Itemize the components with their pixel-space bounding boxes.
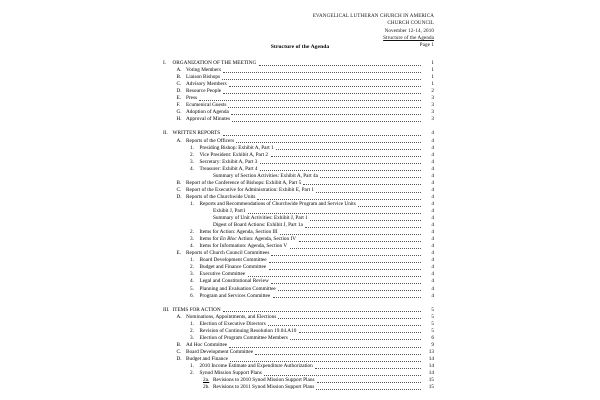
toc-entry-marker: B. bbox=[176, 341, 182, 348]
toc-entry-page: 3 bbox=[431, 95, 434, 102]
toc-entry-marker: D. bbox=[176, 193, 182, 200]
toc-entry[interactable] bbox=[0, 187, 600, 194]
toc-entry-page: 4 bbox=[431, 250, 434, 257]
toc-dot-leader bbox=[299, 332, 422, 333]
toc-dot-leader bbox=[317, 382, 422, 383]
toc-entry-marker: H. bbox=[176, 116, 182, 123]
toc-entry-label: Presiding Bishop: Exhibit A, Part 1 bbox=[199, 144, 274, 151]
toc-dot-leader bbox=[229, 347, 422, 348]
toc-entry-page: 5 bbox=[431, 327, 434, 334]
toc-entry[interactable] bbox=[0, 314, 600, 321]
header-date: November 12-14, 2010 bbox=[384, 27, 434, 34]
toc-entry[interactable] bbox=[0, 349, 600, 356]
toc-entry-label: Secretary: Exhibit A, Part 3 bbox=[199, 158, 258, 165]
toc-dot-leader bbox=[269, 262, 422, 263]
toc-entry[interactable] bbox=[0, 222, 600, 229]
toc-entry-label: Ad Hoc Committee bbox=[186, 341, 228, 348]
toc-entry-page: 4 bbox=[431, 193, 434, 200]
toc-entry-marker: 3. bbox=[190, 271, 194, 278]
toc-entry-page: 3 bbox=[431, 109, 434, 116]
toc-entry-label: ORGANIZATION OF THE MEETING bbox=[172, 60, 257, 66]
toc-entry-label: Press bbox=[186, 95, 198, 102]
toc-entry-marker: B. bbox=[176, 74, 182, 81]
toc-entry-page: 4 bbox=[431, 207, 434, 214]
toc-dot-leader bbox=[222, 79, 422, 80]
toc-entry-page: 14 bbox=[428, 370, 434, 377]
toc-entry[interactable] bbox=[0, 159, 600, 166]
toc-dot-leader bbox=[268, 325, 422, 326]
toc-dot-leader bbox=[199, 100, 422, 101]
toc-entry-page: 4 bbox=[431, 144, 434, 151]
toc-entry[interactable] bbox=[0, 278, 600, 285]
toc-entry[interactable] bbox=[0, 173, 600, 180]
header-document-name: Structure of the Agenda bbox=[383, 34, 434, 41]
toc-entry-label: Report of the Executive for Administration: Exhibit E, Part 1 bbox=[186, 186, 315, 193]
toc-dot-leader bbox=[229, 86, 422, 87]
toc-entry-page: 4 bbox=[431, 186, 434, 193]
toc-entry[interactable] bbox=[0, 194, 600, 201]
toc-entry-marker: 2. bbox=[190, 151, 194, 158]
toc-dot-leader bbox=[271, 156, 422, 157]
toc-dot-leader bbox=[290, 248, 422, 249]
toc-entry[interactable] bbox=[0, 152, 600, 159]
toc-dot-leader bbox=[271, 255, 422, 256]
toc-dot-leader bbox=[278, 318, 422, 319]
toc-entry-marker: A. bbox=[176, 313, 182, 320]
toc-entry-marker: A. bbox=[176, 67, 182, 74]
toc-spacer bbox=[0, 123, 600, 130]
toc-dot-leader bbox=[223, 311, 422, 312]
toc-entry-label: Approval of Minutes bbox=[186, 116, 231, 123]
toc-entry[interactable] bbox=[0, 236, 600, 243]
toc-dot-leader bbox=[305, 227, 422, 228]
toc-entry[interactable] bbox=[0, 264, 600, 271]
toc-entry-page: 4 bbox=[431, 278, 434, 285]
toc-dot-leader bbox=[228, 107, 422, 108]
toc-entry-marker: G. bbox=[176, 109, 182, 116]
toc-dot-leader bbox=[273, 297, 422, 298]
toc-entry[interactable] bbox=[0, 342, 600, 349]
toc-entry[interactable] bbox=[0, 229, 600, 236]
header-page-number: Page 1 bbox=[419, 42, 434, 49]
toc-entry[interactable] bbox=[0, 81, 600, 88]
toc-entry[interactable] bbox=[0, 250, 600, 257]
toc-entry-marker: 1. bbox=[190, 144, 194, 151]
toc-entry-label: Legal and Constitutional Review bbox=[199, 278, 269, 285]
toc-entry[interactable] bbox=[0, 208, 600, 215]
toc-dot-leader bbox=[264, 375, 422, 376]
table-of-contents bbox=[0, 60, 600, 391]
toc-entry-label: Reports and Recommendations of Churchwide Program and Service Units bbox=[199, 200, 356, 207]
toc-entry-marker: E. bbox=[176, 250, 182, 257]
toc-entry[interactable] bbox=[0, 335, 600, 342]
header-organization: EVANGELICAL LUTHERAN CHURCH IN AMERICA bbox=[312, 13, 434, 19]
toc-entry-marker: C. bbox=[176, 348, 182, 355]
toc-entry[interactable] bbox=[0, 67, 600, 74]
toc-entry-label: 2010 Income Estimate and Expenditure Authorization bbox=[199, 363, 313, 370]
toc-dot-leader bbox=[280, 234, 422, 235]
toc-entry[interactable] bbox=[0, 109, 600, 116]
toc-entry[interactable] bbox=[0, 257, 600, 264]
toc-entry-label: Exhibit J, Part1 bbox=[213, 207, 246, 214]
toc-entry-page: 4 bbox=[431, 137, 434, 144]
header-body: CHURCH COUNCIL bbox=[387, 20, 434, 27]
toc-entry-label: Nominations, Appointments, and Elections bbox=[186, 313, 277, 320]
toc-entry-label: Election of Executive Directors bbox=[199, 320, 266, 327]
toc-entry[interactable] bbox=[0, 286, 600, 293]
toc-entry-page: 4 bbox=[431, 271, 434, 278]
toc-dot-leader bbox=[223, 93, 422, 94]
toc-entry-marker: II. bbox=[163, 130, 168, 137]
toc-entry-page: 4 bbox=[431, 151, 434, 158]
toc-entry-page: 14 bbox=[428, 355, 434, 362]
toc-entry-page: 5 bbox=[431, 320, 434, 327]
toc-entry-page: 4 bbox=[431, 257, 434, 264]
toc-entry-label: Reports of the Churchwide Units bbox=[186, 193, 256, 200]
toc-dot-leader bbox=[278, 290, 422, 291]
toc-entry-label: Budget and Finance Committee bbox=[199, 264, 267, 271]
toc-entry-marker: III. bbox=[163, 306, 170, 313]
toc-dot-leader bbox=[260, 163, 422, 164]
toc-entry-label: Revision of Continuing Resolution 19.04.A10 bbox=[199, 327, 297, 334]
toc-entry-page: 4 bbox=[431, 179, 434, 186]
toc-dot-leader bbox=[316, 192, 422, 193]
toc-dot-leader bbox=[299, 241, 422, 242]
toc-entry-label: Summary of Unit Activities: Exhibit J, Part 1 bbox=[213, 215, 308, 222]
toc-dot-leader bbox=[271, 283, 422, 284]
toc-entry-label: Budget and Finance bbox=[186, 355, 228, 362]
toc-entry-marker: 3. bbox=[190, 236, 194, 243]
toc-entry-marker: D. bbox=[176, 88, 182, 95]
toc-entry-marker: 2a. bbox=[203, 377, 210, 384]
toc-dot-leader bbox=[257, 199, 422, 200]
toc-entry-marker: D. bbox=[176, 355, 182, 362]
toc-entry-page: 1 bbox=[431, 67, 434, 74]
toc-entry-page: 6 bbox=[431, 334, 434, 341]
toc-entry-page: 4 bbox=[431, 172, 434, 179]
toc-entry-page: 4 bbox=[431, 285, 434, 292]
toc-entry-label: Reports of Church Council Committees bbox=[186, 250, 270, 257]
toc-entry-marker: 2. bbox=[190, 327, 194, 334]
toc-dot-leader bbox=[259, 65, 422, 66]
toc-entry[interactable] bbox=[0, 180, 600, 187]
toc-dot-leader bbox=[230, 361, 422, 362]
toc-entry-label: Revisions to 2011 Synod Mission Support Plans bbox=[213, 384, 315, 391]
toc-entry-marker: 1. bbox=[190, 363, 194, 370]
toc-dot-leader bbox=[320, 177, 422, 178]
toc-entry-label: Items for En Bloc Action: Agenda, Section IV bbox=[199, 236, 297, 243]
toc-entry-marker: 4. bbox=[190, 278, 194, 285]
toc-entry[interactable] bbox=[0, 271, 600, 278]
toc-entry-label: Board Development Committee bbox=[186, 348, 254, 355]
toc-entry-page: 4 bbox=[431, 158, 434, 165]
toc-entry-marker: 6. bbox=[190, 292, 194, 299]
toc-entry-label: Board Development Committee bbox=[199, 257, 267, 264]
toc-dot-leader bbox=[310, 220, 422, 221]
toc-entry-label: WRITTEN REPORTS bbox=[172, 130, 221, 137]
toc-entry[interactable] bbox=[0, 102, 600, 109]
toc-entry-page: 4 bbox=[431, 264, 434, 271]
toc-entry-marker: 3. bbox=[190, 158, 194, 165]
toc-entry-label: Advisory Members bbox=[186, 81, 227, 88]
toc-dot-leader bbox=[315, 368, 422, 369]
toc-entry-page: 1 bbox=[431, 74, 434, 81]
toc-entry-page: 5 bbox=[431, 306, 434, 313]
toc-entry-label: Election of Program Committee Members bbox=[199, 334, 288, 341]
toc-entry-page: 1 bbox=[431, 81, 434, 88]
toc-dot-leader bbox=[255, 354, 422, 355]
toc-entry[interactable] bbox=[0, 370, 600, 377]
toc-entry-page: 15 bbox=[428, 384, 434, 391]
toc-entry-label: Treasurer: Exhibit A, Part 4 bbox=[199, 165, 258, 172]
toc-dot-leader bbox=[358, 206, 422, 207]
toc-entry-label: Digest of Board Actions: Exhibit J, Part 1a bbox=[213, 222, 303, 229]
toc-dot-leader bbox=[223, 135, 422, 136]
toc-entry-page: 4 bbox=[431, 229, 434, 236]
toc-entry-page: 9 bbox=[431, 341, 434, 348]
toc-entry[interactable] bbox=[0, 293, 600, 300]
toc-dot-leader bbox=[290, 339, 422, 340]
toc-dot-leader bbox=[248, 276, 422, 277]
toc-entry-marker: 2. bbox=[190, 264, 194, 271]
toc-entry-page: 13 bbox=[428, 348, 434, 355]
toc-entry-marker: B. bbox=[176, 179, 182, 186]
toc-entry-page: 1 bbox=[431, 60, 434, 66]
toc-entry-marker: 1. bbox=[190, 200, 194, 207]
toc-entry-marker: C. bbox=[176, 186, 182, 193]
toc-entry[interactable] bbox=[0, 74, 600, 81]
toc-entry-page: 14 bbox=[428, 363, 434, 370]
toc-entry[interactable] bbox=[0, 130, 600, 137]
toc-entry[interactable] bbox=[0, 377, 600, 384]
toc-entry-label: Planning and Evaluation Committee bbox=[199, 285, 276, 292]
toc-entry[interactable] bbox=[0, 321, 600, 328]
toc-entry-label: ITEMS FOR ACTION bbox=[172, 306, 221, 313]
toc-entry-page: 4 bbox=[431, 215, 434, 222]
toc-entry[interactable] bbox=[0, 166, 600, 173]
toc-entry[interactable] bbox=[0, 363, 600, 370]
toc-entry-marker: 2. bbox=[190, 229, 194, 236]
toc-entry-label: Ecumenical Guests bbox=[186, 102, 227, 109]
toc-dot-leader bbox=[231, 114, 422, 115]
toc-dot-leader bbox=[269, 269, 422, 270]
toc-entry[interactable] bbox=[0, 138, 600, 145]
page-title: Structure of the Agenda bbox=[270, 44, 330, 50]
toc-entry-label: Executive Committee bbox=[199, 271, 246, 278]
toc-entry-marker: 1. bbox=[190, 257, 194, 264]
toc-entry-label: Items for Information: Agenda, Section V bbox=[199, 243, 288, 250]
toc-entry-label: Liaison Bishops bbox=[186, 74, 220, 81]
toc-entry-label: Revisions to 2010 Synod Mission Support Plans bbox=[213, 377, 315, 384]
toc-entry[interactable] bbox=[0, 384, 600, 391]
toc-entry-label: Program and Services Committee bbox=[199, 292, 271, 299]
toc-entry[interactable] bbox=[0, 95, 600, 102]
toc-entry-marker: 1. bbox=[190, 320, 194, 327]
toc-entry-label: Voting Members bbox=[186, 67, 222, 74]
toc-entry-marker: 5. bbox=[190, 285, 194, 292]
toc-entry-page: 4 bbox=[431, 222, 434, 229]
toc-dot-leader bbox=[316, 389, 422, 390]
toc-entry[interactable] bbox=[0, 201, 600, 208]
toc-entry-marker: 4. bbox=[190, 165, 194, 172]
toc-entry-page: 5 bbox=[431, 313, 434, 320]
toc-dot-leader bbox=[260, 170, 422, 171]
toc-entry-label: Reports of the Officers bbox=[186, 137, 235, 144]
toc-entry[interactable] bbox=[0, 307, 600, 314]
toc-entry-page: 4 bbox=[431, 130, 434, 137]
toc-entry[interactable] bbox=[0, 60, 600, 67]
toc-entry-page: 3 bbox=[431, 102, 434, 109]
toc-entry-label: Report of the Conference of Bishops: Exhibit A, Part 5 bbox=[186, 179, 302, 186]
toc-entry-page: 4 bbox=[431, 165, 434, 172]
toc-entry-page: 15 bbox=[428, 377, 434, 384]
toc-entry-label: Vice President: Exhibit A, Part 2 bbox=[199, 151, 269, 158]
toc-entry[interactable] bbox=[0, 145, 600, 152]
toc-entry[interactable] bbox=[0, 328, 600, 335]
toc-entry-marker: I. bbox=[163, 60, 167, 66]
toc-entry[interactable] bbox=[0, 356, 600, 363]
toc-dot-leader bbox=[236, 142, 422, 143]
toc-dot-leader bbox=[276, 149, 422, 150]
toc-spacer bbox=[0, 300, 600, 307]
toc-entry-page: 4 bbox=[431, 243, 434, 250]
toc-entry-marker: F. bbox=[176, 102, 181, 109]
toc-dot-leader bbox=[223, 72, 422, 73]
toc-entry-page: 4 bbox=[431, 292, 434, 299]
toc-entry-label: Synod Mission Support Plans bbox=[199, 370, 262, 377]
toc-entry-marker: 3. bbox=[190, 334, 194, 341]
toc-entry-label: Resource People bbox=[186, 88, 222, 95]
toc-entry-marker: E. bbox=[176, 95, 182, 102]
toc-dot-leader bbox=[232, 121, 422, 122]
toc-entry-marker: C. bbox=[176, 81, 182, 88]
toc-entry-label: Adoption of Agenda bbox=[186, 109, 229, 116]
toc-entry[interactable] bbox=[0, 88, 600, 95]
toc-entry-label: Summary of Section Activities: Exhibit A, Part 4a bbox=[213, 172, 318, 179]
toc-entry-marker: 2. bbox=[190, 370, 194, 377]
toc-entry-page: 4 bbox=[431, 236, 434, 243]
toc-entry[interactable] bbox=[0, 243, 600, 250]
toc-entry-page: 2 bbox=[431, 88, 434, 95]
toc-dot-leader bbox=[303, 184, 422, 185]
toc-entry-page: 3 bbox=[431, 116, 434, 123]
toc-entry[interactable] bbox=[0, 116, 600, 123]
toc-entry-label: Items for Action: Agenda, Section III bbox=[199, 229, 278, 236]
toc-entry-page: 4 bbox=[431, 200, 434, 207]
toc-entry-marker: A. bbox=[176, 137, 182, 144]
toc-dot-leader bbox=[248, 213, 422, 214]
toc-entry-marker: 2b. bbox=[203, 384, 210, 391]
toc-entry-marker: 4. bbox=[190, 243, 194, 250]
